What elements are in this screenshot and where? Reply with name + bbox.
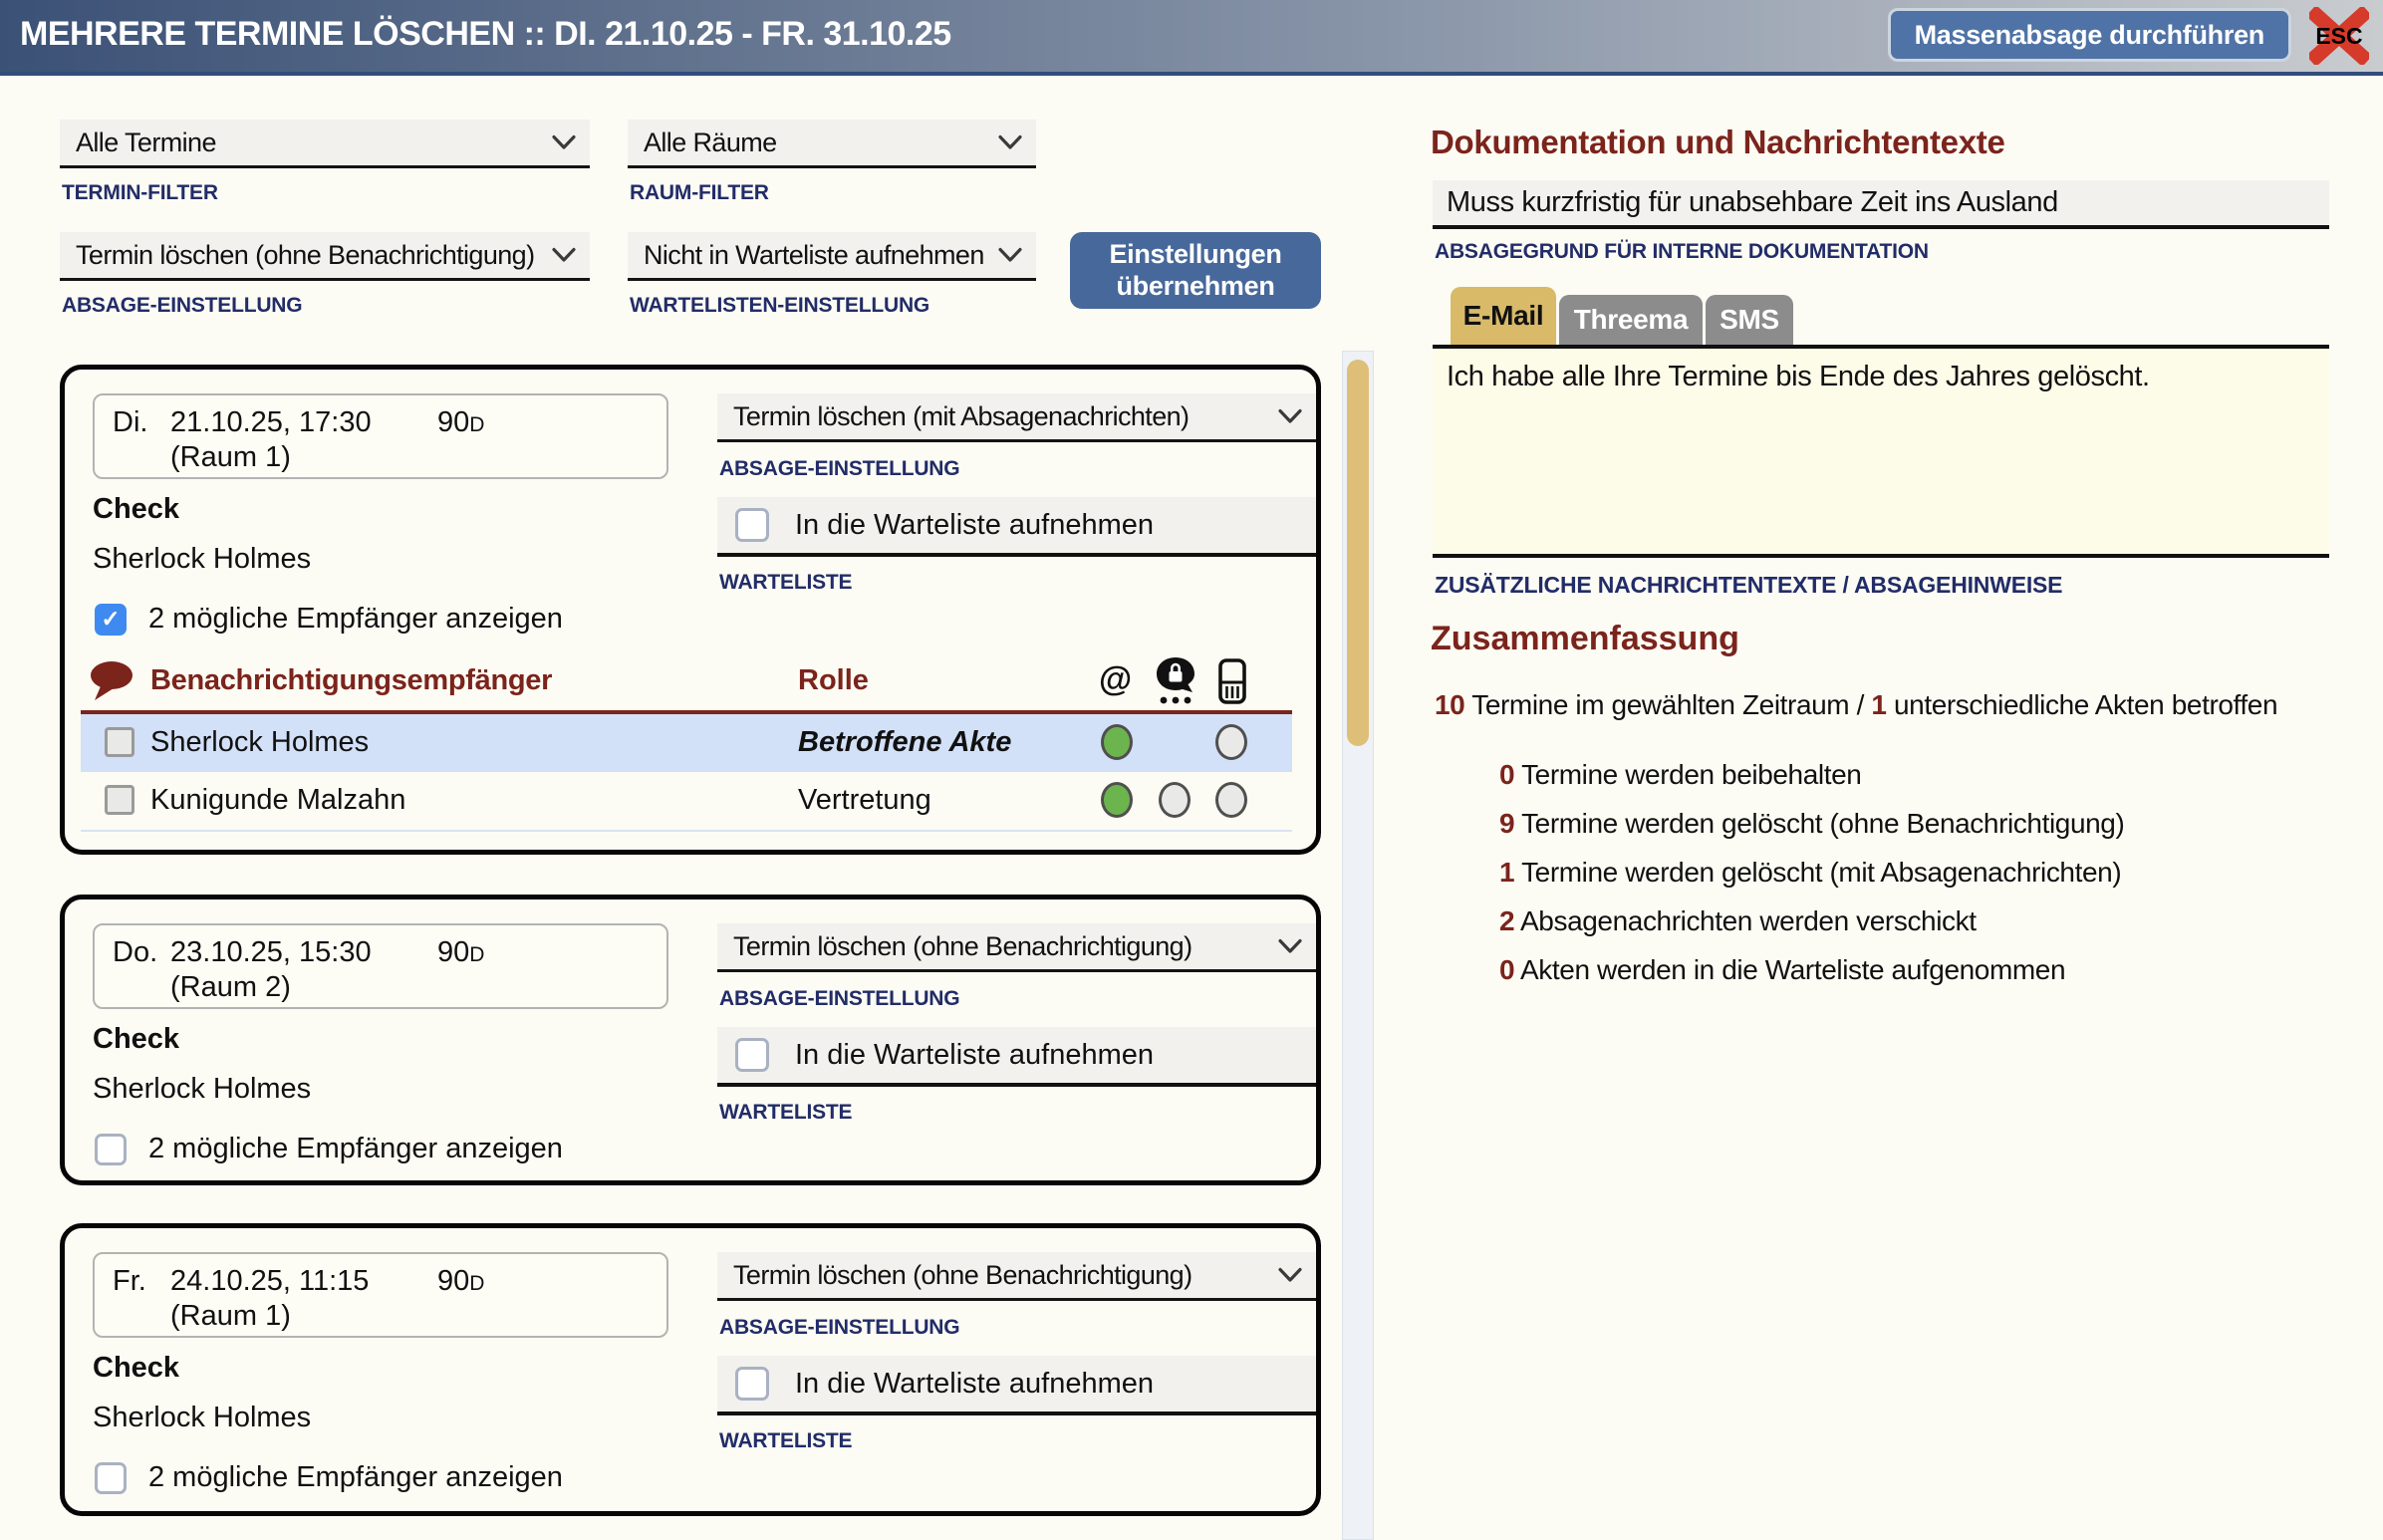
show-recipients-row — [95, 603, 563, 636]
appointment-date-box — [93, 923, 668, 1009]
termin-filter-value: Alle Termine — [76, 127, 216, 157]
cancellation-reason-label: ABSAGEGRUND FÜR INTERNE DOKUMENTATION — [1435, 240, 1929, 263]
warteliste-box — [717, 1027, 1316, 1087]
appointment-day: Fr. — [113, 1265, 146, 1297]
card-absage-select[interactable] — [717, 1252, 1316, 1301]
chevron-down-icon — [542, 134, 576, 150]
card-absage-label: ABSAGE-EINSTELLUNG — [719, 987, 960, 1010]
patient-name: Sherlock Holmes — [93, 543, 312, 575]
mobile-phone-icon — [1218, 658, 1246, 709]
termin-filter-label: TERMIN-FILTER — [62, 181, 218, 204]
raum-filter-label: RAUM-FILTER — [630, 181, 769, 204]
appointment-datetime: 23.10.25, 15:30 — [170, 936, 372, 968]
raum-filter-value: Alle Räume — [644, 127, 777, 157]
appointment-duration: 90D — [437, 936, 485, 968]
summary-item: 0 Termine werden beibehalten — [1499, 759, 1862, 790]
warteliste-box — [717, 497, 1316, 557]
card-absage-select[interactable] — [717, 393, 1316, 442]
raum-filter-select[interactable] — [628, 120, 1036, 168]
show-recipients-row — [95, 1461, 563, 1494]
speech-bubble-icon — [89, 660, 134, 707]
warteliste-box — [717, 1356, 1316, 1415]
cancellation-reason-input[interactable]: Muss kurzfristig für unabsehbare Zeit ins Ausland — [1433, 180, 2329, 229]
appointment-type: Check — [93, 1352, 180, 1384]
documentation-section-title: Dokumentation und Nachrichtentexte — [1431, 124, 2005, 160]
threema-icon — [1155, 656, 1196, 709]
summary-item: 1 Termine werden gelöscht (mit Absagenachrichten) — [1499, 857, 2122, 888]
wartelisten-einstellung-value: Nicht in Warteliste aufnehmen — [644, 239, 984, 270]
warteliste-checkbox-label: In die Warteliste aufnehmen — [795, 1038, 1155, 1071]
chevron-down-icon — [1268, 938, 1302, 954]
show-recipients-checkbox[interactable] — [95, 1134, 127, 1165]
cards-scrollbar-track[interactable] — [1342, 351, 1374, 1540]
esc-close-button[interactable] — [2309, 7, 2369, 65]
tab-threema[interactable]: Threema — [1559, 295, 1703, 345]
recipient-name: Sherlock Holmes — [150, 726, 370, 758]
summary-total-count: 10 — [1435, 689, 1465, 720]
additional-texts-label: ZUSÄTZLICHE NACHRICHTENTEXTE / ABSAGEHINWEISE — [1435, 572, 2063, 598]
warteliste-checkbox[interactable] — [735, 1038, 769, 1072]
warteliste-label: WARTELISTE — [719, 1101, 853, 1124]
card-absage-label: ABSAGE-EINSTELLUNG — [719, 457, 960, 480]
chevron-down-icon — [988, 247, 1022, 263]
show-recipients-label: 2 mögliche Empfänger anzeigen — [148, 1133, 563, 1164]
svg-text:ESC: ESC — [2315, 23, 2363, 49]
termin-filter-select[interactable] — [60, 120, 590, 168]
summary-item: 2 Absagenachrichten werden verschickt — [1499, 905, 1977, 936]
recipient-role: Betroffene Akte — [798, 726, 1012, 758]
appointment-datetime: 21.10.25, 17:30 — [170, 406, 372, 438]
apply-settings-button[interactable]: Einstellungen übernehmen — [1070, 232, 1321, 309]
email-status-dot[interactable] — [1101, 782, 1133, 818]
card-absage-value: Termin löschen (ohne Benachrichtigung) — [733, 930, 1192, 961]
appointment-type: Check — [93, 1023, 180, 1055]
appointment-card — [60, 1223, 1321, 1516]
message-textarea[interactable]: Ich habe alle Ihre Termine bis Ende des Jahres gelöscht. — [1433, 345, 2329, 558]
card-absage-value: Termin löschen (ohne Benachrichtigung) — [733, 1259, 1192, 1290]
recipient-name: Kunigunde Malzahn — [150, 784, 406, 816]
wartelisten-einstellung-label: WARTELISTEN-EINSTELLUNG — [630, 294, 930, 317]
warteliste-checkbox-label: In die Warteliste aufnehmen — [795, 1367, 1155, 1400]
recipients-table-header — [81, 654, 1292, 714]
summary-headline: 10 Termine im gewählten Zeitraum / 1 unterschiedliche Akten betroffen — [1435, 689, 2278, 720]
wartelisten-einstellung-select[interactable] — [628, 232, 1036, 281]
appointment-date-box — [93, 1252, 668, 1338]
appointment-room: (Raum 1) — [170, 441, 291, 473]
appointment-card — [60, 365, 1321, 855]
warteliste-checkbox-label: In die Warteliste aufnehmen — [795, 508, 1155, 541]
recipients-column-header: Benachrichtigungsempfänger — [150, 664, 553, 696]
absage-einstellung-select[interactable] — [60, 232, 590, 281]
appointment-date-box — [93, 393, 668, 479]
email-at-icon: @ — [1099, 660, 1133, 698]
chevron-down-icon — [542, 247, 576, 263]
sms-status-dot[interactable] — [1215, 782, 1247, 818]
recipient-checkbox[interactable] — [105, 727, 134, 757]
show-recipients-row — [95, 1133, 563, 1165]
appointment-datetime: 24.10.25, 11:15 — [170, 1265, 370, 1297]
summary-section-title: Zusammenfassung — [1431, 620, 1739, 657]
threema-status-dot[interactable] — [1159, 782, 1191, 818]
appointment-duration: 90D — [437, 1265, 485, 1297]
page-title: MEHRERE TERMINE LÖSCHEN :: DI. 21.10.25 - FR. 31.10.25 — [20, 15, 951, 53]
mass-cancel-button[interactable]: Massenabsage durchführen — [1888, 8, 2291, 62]
appointment-card — [60, 895, 1321, 1185]
chevron-down-icon — [1268, 408, 1302, 424]
chevron-down-icon — [988, 134, 1022, 150]
role-column-header: Rolle — [798, 664, 869, 696]
email-status-dot[interactable] — [1101, 724, 1133, 760]
summary-item: 9 Termine werden gelöscht (ohne Benachrichtigung) — [1499, 808, 2125, 839]
recipient-checkbox[interactable] — [105, 785, 134, 815]
appointment-duration: 90D — [437, 406, 485, 438]
header-bar — [0, 0, 2383, 76]
show-recipients-label: 2 mögliche Empfänger anzeigen — [148, 1461, 563, 1493]
warteliste-checkbox[interactable] — [735, 508, 769, 542]
sms-status-dot[interactable] — [1215, 724, 1247, 760]
appointment-type: Check — [93, 493, 180, 525]
esc-close-icon — [2309, 7, 2369, 65]
patient-name: Sherlock Holmes — [93, 1402, 312, 1433]
cards-scrollbar-thumb[interactable] — [1347, 360, 1369, 746]
warteliste-label: WARTELISTE — [719, 571, 853, 594]
patient-name: Sherlock Holmes — [93, 1073, 312, 1105]
absage-einstellung-label: ABSAGE-EINSTELLUNG — [62, 294, 303, 317]
tab-email[interactable]: E-Mail — [1451, 287, 1556, 345]
chevron-down-icon — [1268, 1267, 1302, 1283]
card-absage-label: ABSAGE-EINSTELLUNG — [719, 1316, 960, 1339]
recipient-role: Vertretung — [798, 784, 931, 816]
recipient-row[interactable] — [81, 772, 1292, 832]
show-recipients-checkbox[interactable] — [95, 1462, 127, 1494]
appointment-day: Do. — [113, 936, 158, 968]
card-absage-value: Termin löschen (mit Absagenachrichten) — [733, 400, 1190, 431]
appointment-room: (Raum 1) — [170, 1300, 291, 1332]
summary-files-count: 1 — [1871, 689, 1887, 720]
show-recipients-checkbox[interactable] — [95, 604, 127, 636]
appointment-room: (Raum 2) — [170, 971, 291, 1003]
warteliste-checkbox[interactable] — [735, 1367, 769, 1401]
tab-sms[interactable]: SMS — [1706, 295, 1793, 345]
show-recipients-label: 2 mögliche Empfänger anzeigen — [148, 603, 563, 635]
recipient-row[interactable] — [81, 714, 1292, 772]
warteliste-label: WARTELISTE — [719, 1429, 853, 1452]
absage-einstellung-value: Termin löschen (ohne Benachrichtigung) — [76, 239, 535, 270]
appointment-day: Di. — [113, 406, 148, 438]
summary-item: 0 Akten werden in die Warteliste aufgenommen — [1499, 954, 2066, 985]
card-absage-select[interactable] — [717, 923, 1316, 972]
